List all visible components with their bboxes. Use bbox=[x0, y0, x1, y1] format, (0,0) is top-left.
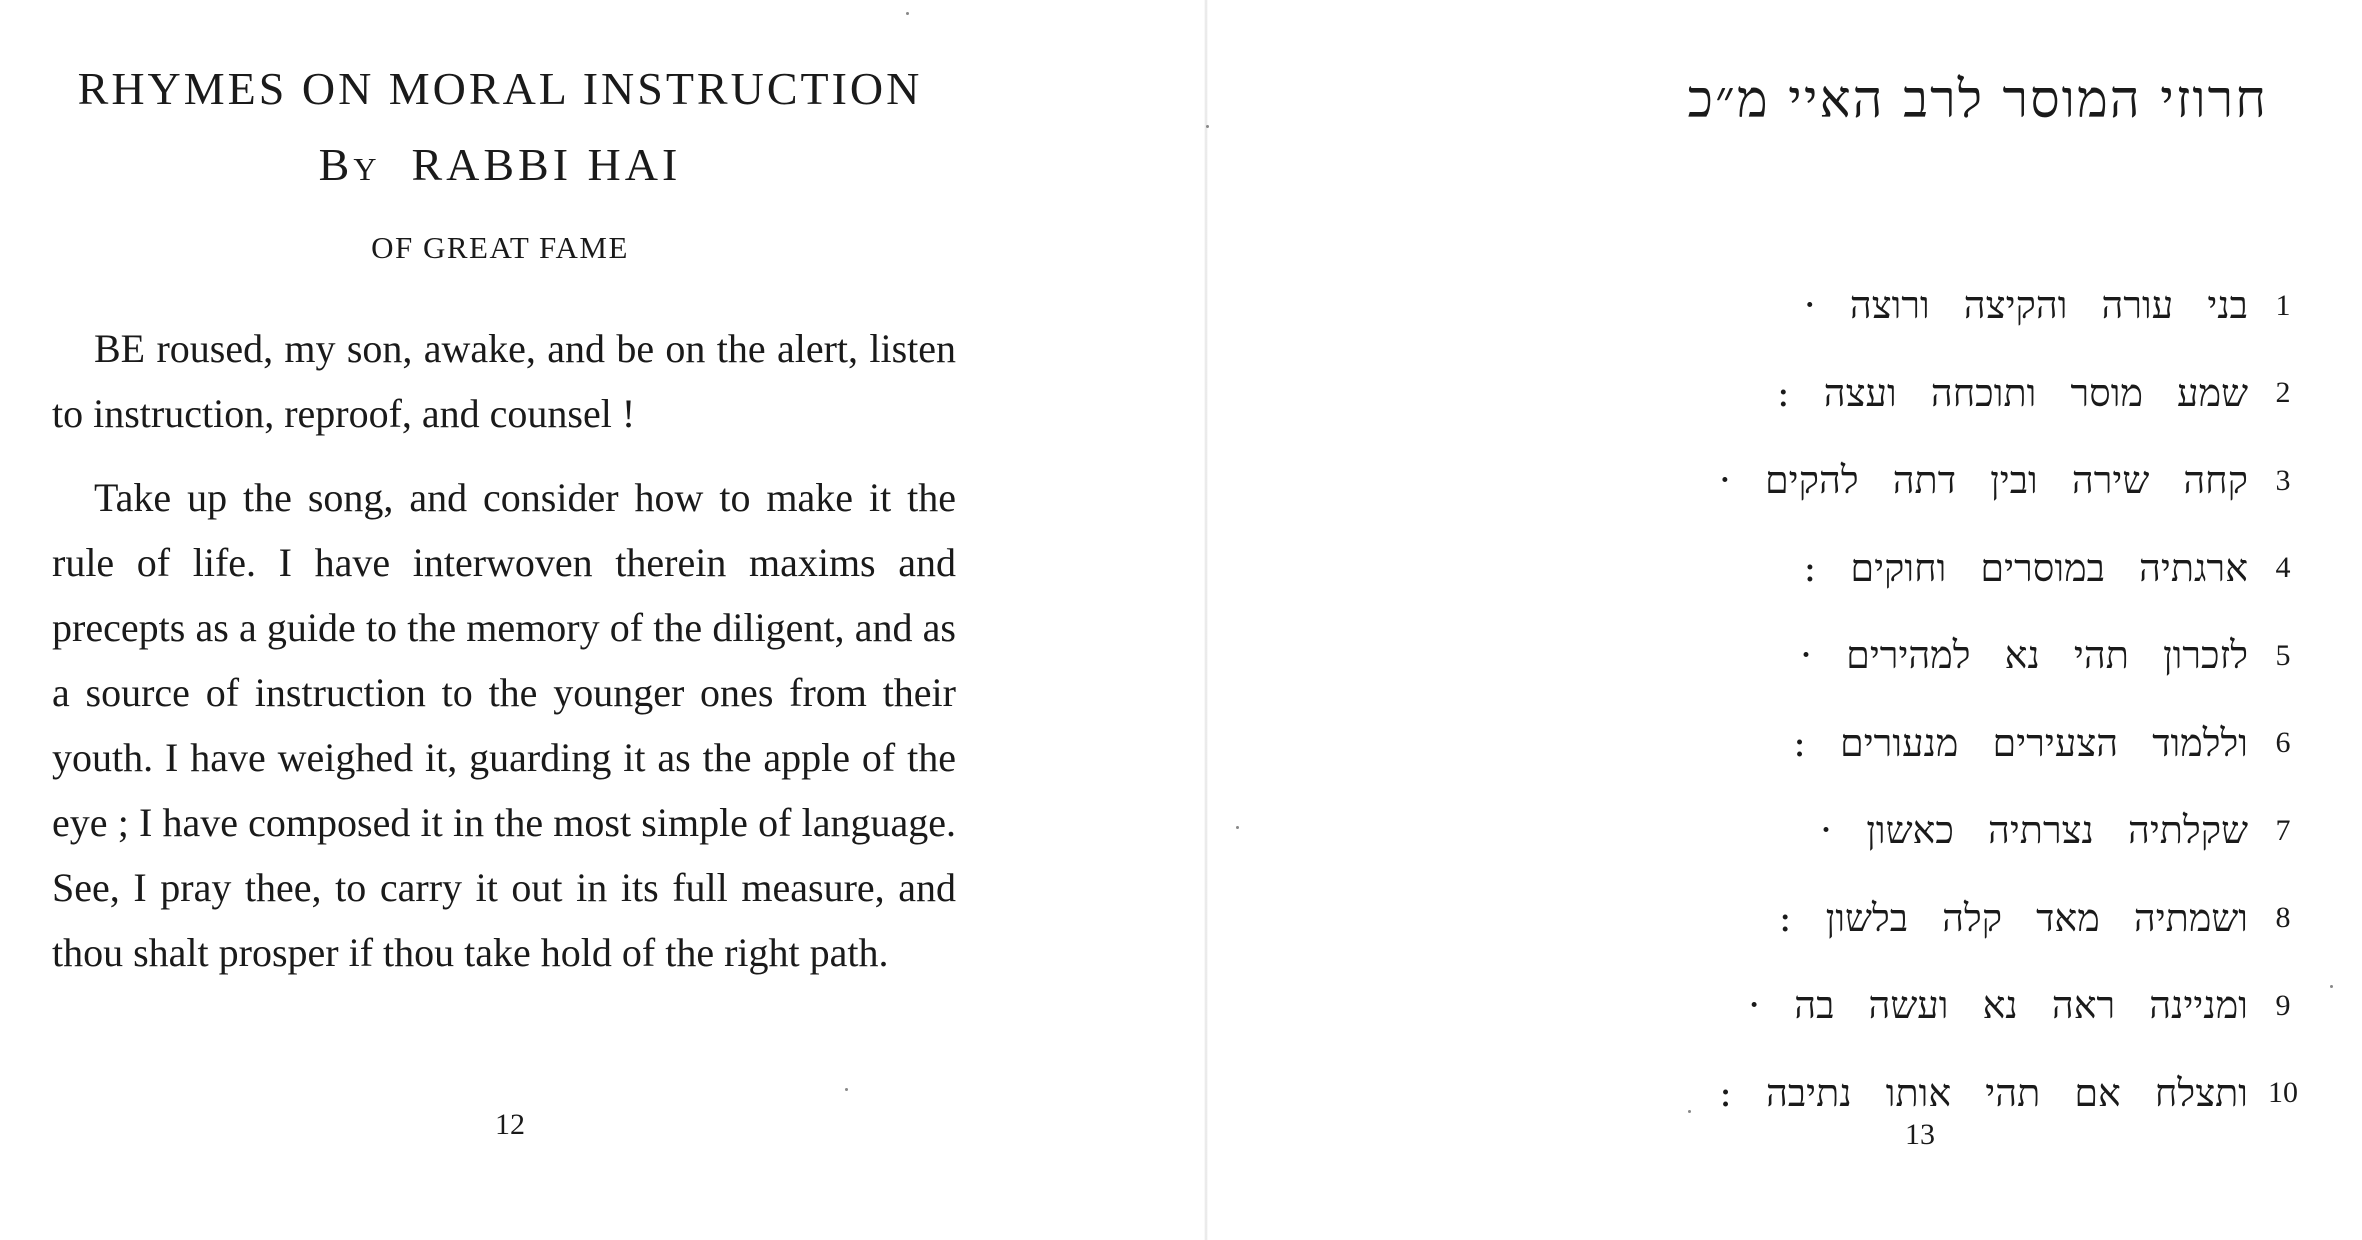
verse-line bbox=[1548, 962, 2308, 1050]
paper-speck bbox=[2330, 985, 2333, 988]
right-page bbox=[1210, 0, 2362, 1240]
verse-line bbox=[1548, 612, 2308, 700]
verse-text: וללמוד הצעירים מנעורים : bbox=[1793, 720, 2248, 765]
verse-number: 4 bbox=[2275, 551, 2291, 585]
byline-small-caps: Y bbox=[353, 151, 381, 187]
verse-text: לזכרון תהי נא למהירים · bbox=[1799, 633, 2248, 678]
page-number-left: 12 bbox=[495, 1108, 525, 1141]
verse-line bbox=[1548, 350, 2308, 438]
verse-text: בני עורה והקיצה ורוצה · bbox=[1803, 283, 2248, 328]
verse-text: שקלתיה נצרתיה כאשון · bbox=[1820, 808, 2248, 853]
verse-text: ותצלח אם תהי אותו נתיבה : bbox=[1719, 1070, 2248, 1115]
subtitle: OF GREAT FAME bbox=[371, 230, 629, 265]
verse-line bbox=[1548, 437, 2308, 525]
byline bbox=[70, 138, 930, 191]
paper-speck bbox=[1206, 125, 1209, 128]
verse-number: 7 bbox=[2275, 813, 2291, 847]
page-title: RHYMES ON MORAL INSTRUCTION bbox=[77, 63, 923, 114]
hebrew-title: חרוזי המוסר לרב האיי מ״כ bbox=[1687, 70, 2268, 130]
verse-line bbox=[1548, 700, 2308, 788]
page-gutter bbox=[1204, 0, 1208, 1240]
verse-line bbox=[1548, 525, 2308, 613]
paper-speck bbox=[1688, 1110, 1691, 1113]
verse-number: 3 bbox=[2275, 463, 2291, 497]
verse-text: ושמתיה מאד קלה בלשון : bbox=[1778, 895, 2248, 940]
page-number-right: 13 bbox=[1905, 1118, 1935, 1151]
verse-text: שמע מוסר ותוכחה ועצה : bbox=[1776, 370, 2248, 415]
paper-speck bbox=[906, 12, 909, 15]
verse-line bbox=[1548, 262, 2308, 350]
verse-number: 9 bbox=[2275, 988, 2291, 1022]
verse-text: ומניינה ראה נא ועשה בה · bbox=[1748, 983, 2248, 1028]
paper-speck bbox=[1236, 826, 1239, 829]
verse-text: קחה שירה ובין דתה להקים · bbox=[1718, 458, 2248, 503]
paragraph-1: BE roused, my son, awake, and be on the alert, listen to instruction, reproof, and counsel ! bbox=[52, 326, 956, 436]
verse-line bbox=[1548, 875, 2308, 963]
byline-initial: B bbox=[318, 139, 354, 190]
verse-text: ארגתיה במוסרים וחוקים : bbox=[1803, 545, 2248, 590]
paragraph-2: Take up the song, and consider how to make it the rule of life. I have interwoven therein maxims and precepts as a guide to the memory of the diligent, and as a source of instruction to the younger ones from their youth. I have weighed it, guarding it as the apple of the eye ; I have composed it in the most simple of language. See, I pray thee, to carry it out in its full measure, and thou shalt prosper if thou take hold of the right path. bbox=[52, 475, 956, 975]
verse-number: 1 bbox=[2275, 288, 2291, 322]
author-name: RABBI HAI bbox=[411, 139, 682, 190]
verse-number: 8 bbox=[2275, 901, 2291, 935]
verse-list bbox=[1548, 262, 2308, 1137]
paper-speck bbox=[845, 1088, 848, 1091]
verse-number: 5 bbox=[2275, 638, 2291, 672]
verse-number: 2 bbox=[2275, 376, 2291, 410]
verse-number: 6 bbox=[2275, 726, 2291, 760]
verse-number: 10 bbox=[2268, 1076, 2298, 1110]
verse-line bbox=[1548, 787, 2308, 875]
